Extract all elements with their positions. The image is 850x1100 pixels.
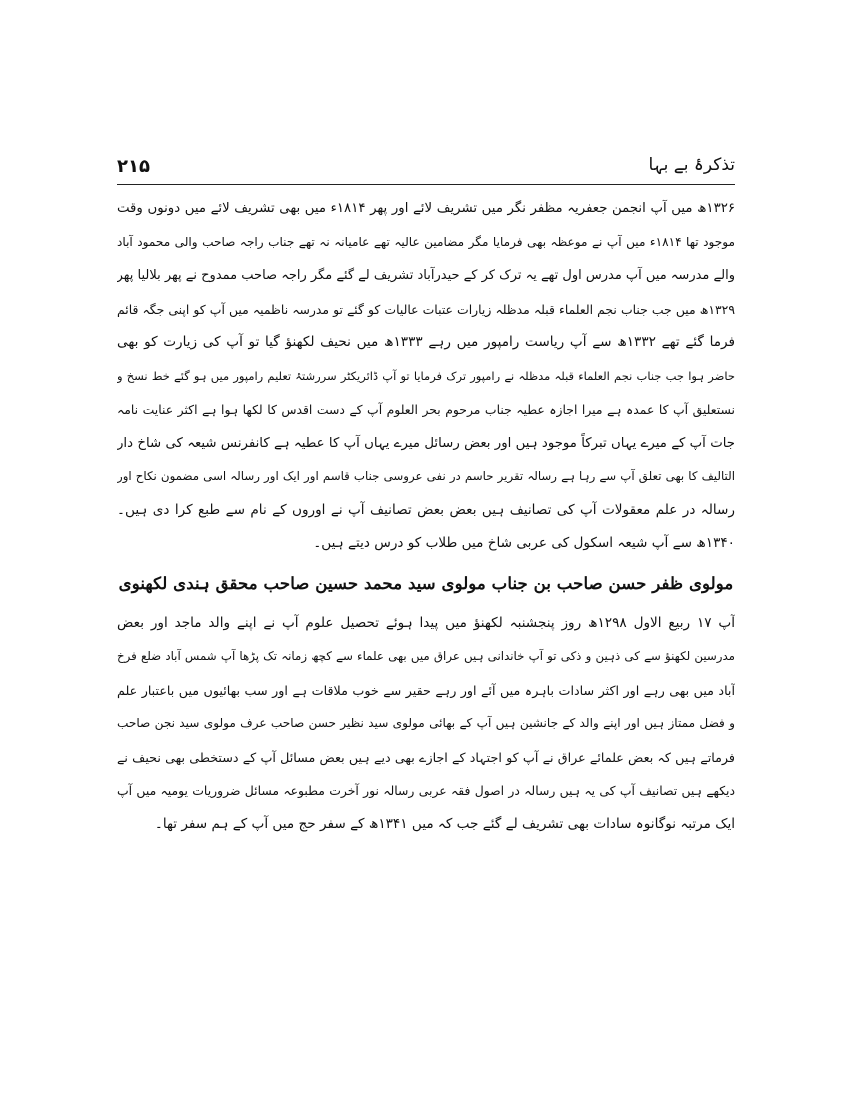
paragraph-line: جات آپ کے میرے یہاں تبرکاً موجود ہیں اور بعض رسائل میرے یہاں آپ کا عطیہ ہے کانفرنس شیعہ کی شاخ دار <box>117 435 735 451</box>
page-body <box>117 192 735 841</box>
paragraph-line: آباد میں بھی رہے اور اکثر سادات باہرہ میں آئے اور رہے حقیر سے خوب ملاقات ہے اور سب بھائیوں میں باعتبار علم <box>117 682 735 698</box>
paragraph-line: حاضر ہوا جب جناب نجم العلماء قبلہ مدظلہ نے رامپور ترک فرمایا تو آپ ڈائریکٹر سررشتۂ تعلیم رامپور میں ہو گئے خط نسخ و <box>117 368 735 383</box>
paragraph-line: ۱۳۲۹ھ میں جب جناب نجم العلماء قبلہ مدظلہ زیارات عتبات عالیات کو گئے تو مدرسہ ناظمیہ میں آپ کو اپنی جگہ قائم <box>117 301 735 317</box>
paragraph-line: رسالہ در علم معقولات آپ کی تصانیف ہیں بعض بعض تصانیف آپ نے اوروں کے نام سے طبع کرا دی ہیں۔ <box>117 501 735 518</box>
paragraph-line: ۱۳۴۰ھ سے آپ شیعہ اسکول کی عربی شاخ میں طلاب کو درس دیتے ہیں۔ <box>313 535 735 551</box>
paragraph-line: والے مدرسہ میں آپ مدرس اول تھے یہ ترک کر کے حیدرآباد تشریف لے گئے مگر راجہ صاحب ممدوح نے پھر بلالیا پھر <box>117 268 735 283</box>
paragraph-line: ۱۳۲۶ھ میں آپ انجمن جعفریہ مظفر نگر میں تشریف لائے اور پھر ۱۸۱۴ء میں بھی تشریف لائے میں دونوں وقت <box>117 201 735 216</box>
paragraph-line: موجود تھا ۱۸۱۴ء میں آپ نے موعظہ بھی فرمایا مگر مضامین عالیہ تھے عامیانہ نہ تھے جناب راجہ صاحب والی محمود آباد <box>117 234 735 249</box>
paragraph-line: دیکھے ہیں تصانیف آپ کی یہ ہیں رسالہ در اصول فقہ عربی رسالہ نور آخرت مطبوعہ مسائل ضروریات یومیہ میں آپ <box>117 783 735 798</box>
paragraph-line: نستعلیق آپ کا عمدہ ہے میرا اجازہ عطیہ جناب مرحوم بحر العلوم آپ کے دست اقدس کا لکھا ہوا ہے اکثر عنایت نامہ <box>117 402 735 417</box>
paragraph-line: التالیف کا بھی تعلق آپ سے رہا ہے رسالہ تقریر حاسم در نفی عروسی جناب قاسم اور ایک اور رسالہ اسی مضمون نکاح اور <box>117 469 735 483</box>
paragraph-line: فرماتے ہیں کہ بعض علمائے عراق نے آپ کو اجتہاد کے اجازے بھی دیے ہیں بعض مسائل آپ کے دستخطی بھی نحیف نے <box>117 749 735 765</box>
paragraph-line: فرما گئے تھے ۱۳۳۲ھ سے آپ ریاست رامپور میں رہے ۱۳۳۳ھ میں نحیف لکھنؤ گیا تو آپ کی زیارت کو بھی <box>117 334 735 350</box>
paragraph-line: مدرسین لکھنؤ سے کی ذہین و ذکی تو آپ خاندانی ہیں عراق میں بھی علماء سے کچھ زمانہ تک پڑھا آپ شمس آباد ضلع فرخ <box>117 649 735 663</box>
page-header <box>117 150 735 185</box>
paragraph-line: آپ ۱۷ ربیع الاول ۱۲۹۸ھ روز پنجشنبہ لکھنؤ میں پیدا ہوئے تحصیل علوم آپ نے اپنے والد ماجد اور بعض <box>117 614 735 631</box>
paragraph-line: و فضل ممتاز ہیں اور اپنے والد کے جانشین ہیں آپ کے بھائی مولوی سید نظیر حسن صاحب عرف مولوی سید نجن صاحب <box>117 716 735 730</box>
page-number: ۲۱۵ <box>117 156 150 177</box>
paragraph-line: ایک مرتبہ نوگانوہ سادات بھی تشریف لے گئے جب کہ میں ۱۳۴۱ھ کے سفر حج میں آپ کے ہم سفر تھا۔ <box>154 815 735 832</box>
section-heading: مولوی ظفر حسن صاحب بن جناب مولوی سید محمد حسین صاحب محقق ہندی لکھنوی <box>118 572 734 593</box>
running-title: تذکرۂ بے بہا <box>648 155 735 175</box>
